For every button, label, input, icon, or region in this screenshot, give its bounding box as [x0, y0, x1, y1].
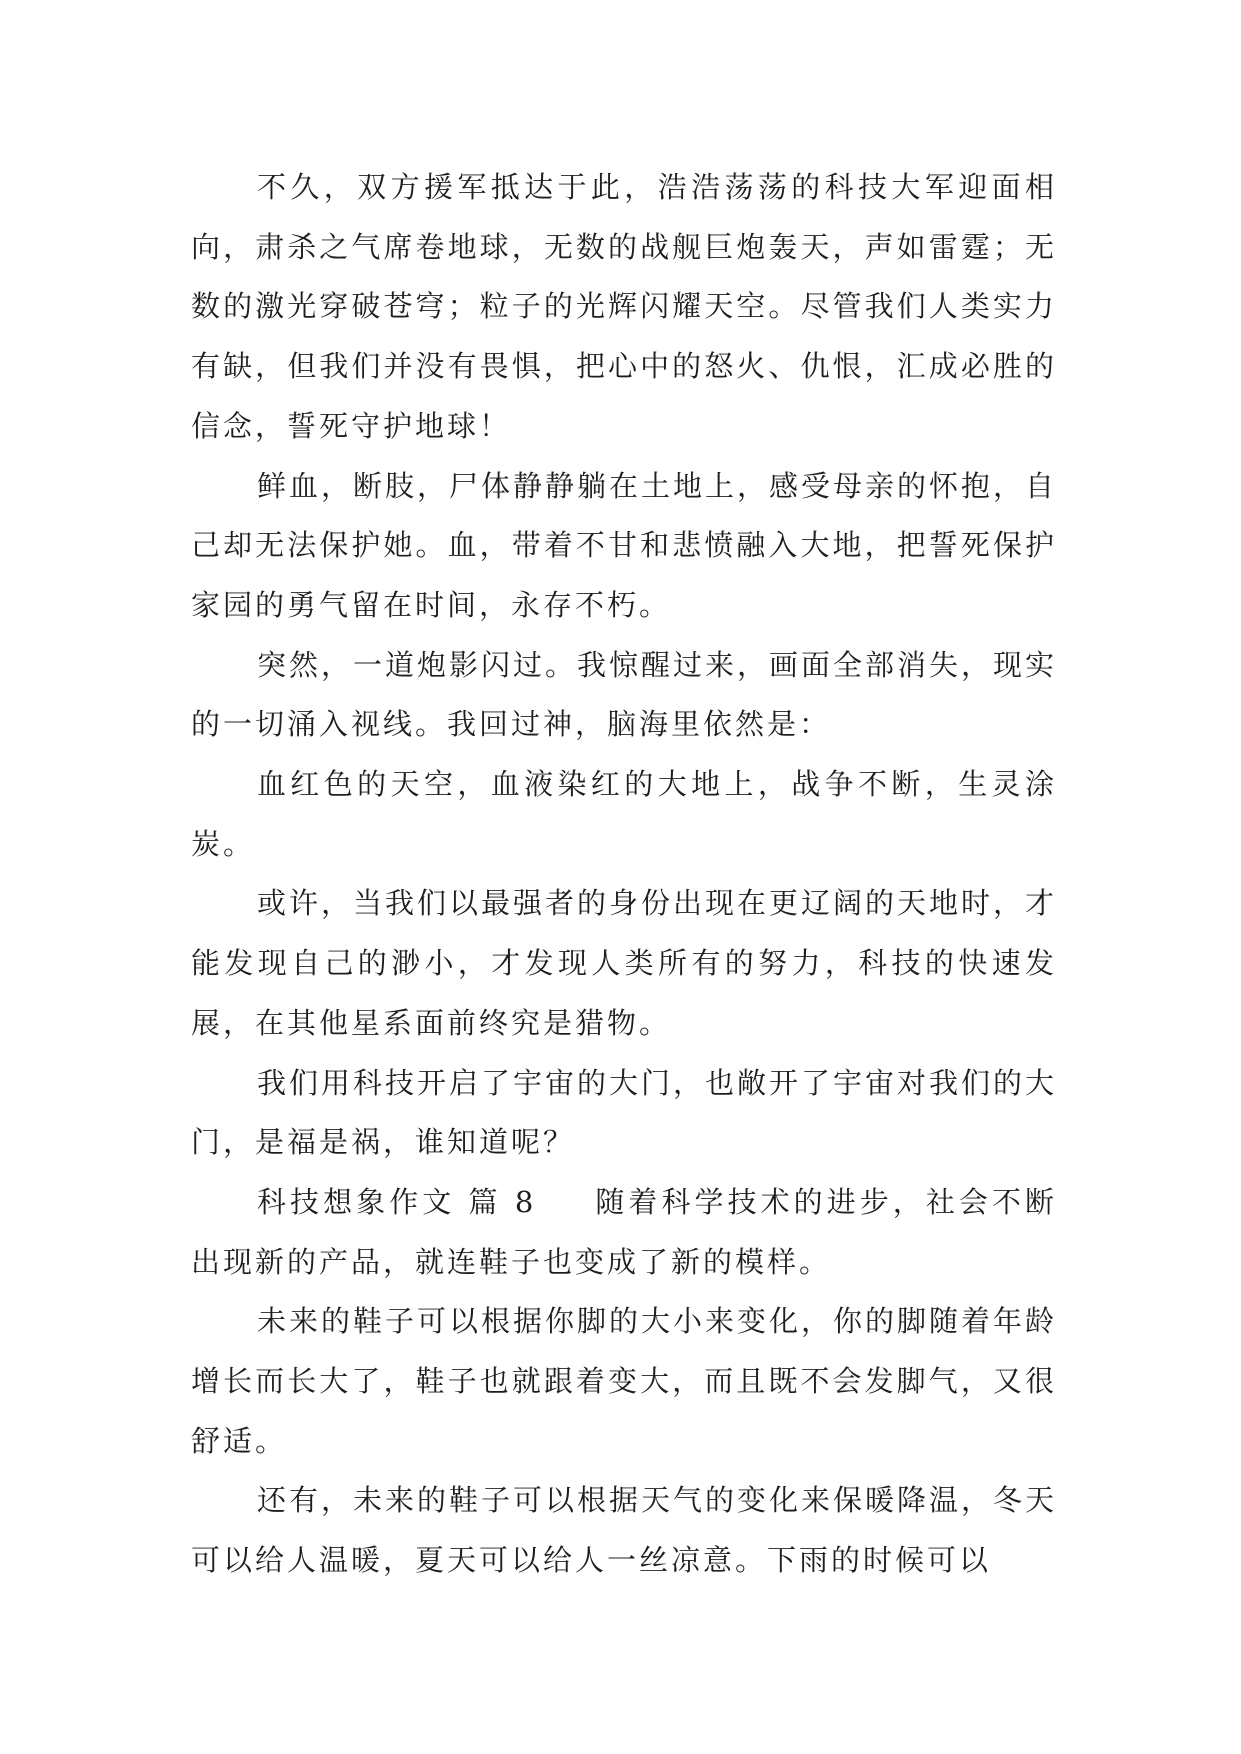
- paragraph: 或许，当我们以最强者的身份出现在更辽阔的天地时，才能发现自己的渺小，才发现人类所有的努力，科技的快速发展，在其他星系面前终究是猎物。: [191, 886, 1058, 1040]
- paragraph: 我们用科技开启了宇宙的大门，也敞开了宇宙对我们的大门，是福是祸，谁知道呢？: [191, 1065, 1058, 1160]
- paragraph: 突然，一道炮影闪过。我惊醒过来，画面全部消失，现实的一切涌入视线。我回过神，脑海里依然是：: [191, 647, 1058, 742]
- document-page: [191, 158, 1057, 1591]
- paragraph: 未来的鞋子可以根据你脚的大小来变化，你的脚随着年龄增长而长大了，鞋子也就跟着变大，而且既不会发脚气，又很舒适。: [191, 1304, 1058, 1458]
- section-heading-paragraph: [191, 1173, 1057, 1292]
- section-heading: 科技想象作文 篇 8: [257, 1184, 537, 1219]
- paragraph: 血红色的天空，血液染红的大地上，战争不断，生灵涂炭。: [191, 767, 1057, 861]
- paragraph: 不久，双方援军抵达于此，浩浩荡荡的科技大军迎面相向，肃杀之气席卷地球，无数的战舰巨炮轰天，声如雷霆；无数的激光穿破苍穹；粒子的光辉闪耀天空。尽管我们人类实力有缺，但我们并没有畏惧，把心中的怒火、仇恨，汇成必胜的信念，誓死守护地球！: [191, 170, 1057, 443]
- paragraph: 鲜血，断肢，尸体静静躺在土地上，感受母亲的怀抱，自己却无法保护她。血，带着不甘和悲愤融入大地，把誓死保护家园的勇气留在时间，永存不朽。: [191, 468, 1058, 622]
- paragraph: 还有，未来的鞋子可以根据天气的变化来保暖降温，冬天可以给人温暖，夏天可以给人一丝凉意。下雨的时候可以: [191, 1483, 1058, 1578]
- section-first-paragraph: 随着科学技术的进步，社会不断出现新的产品，就连鞋子也变成了新的模样。: [191, 1184, 1057, 1279]
